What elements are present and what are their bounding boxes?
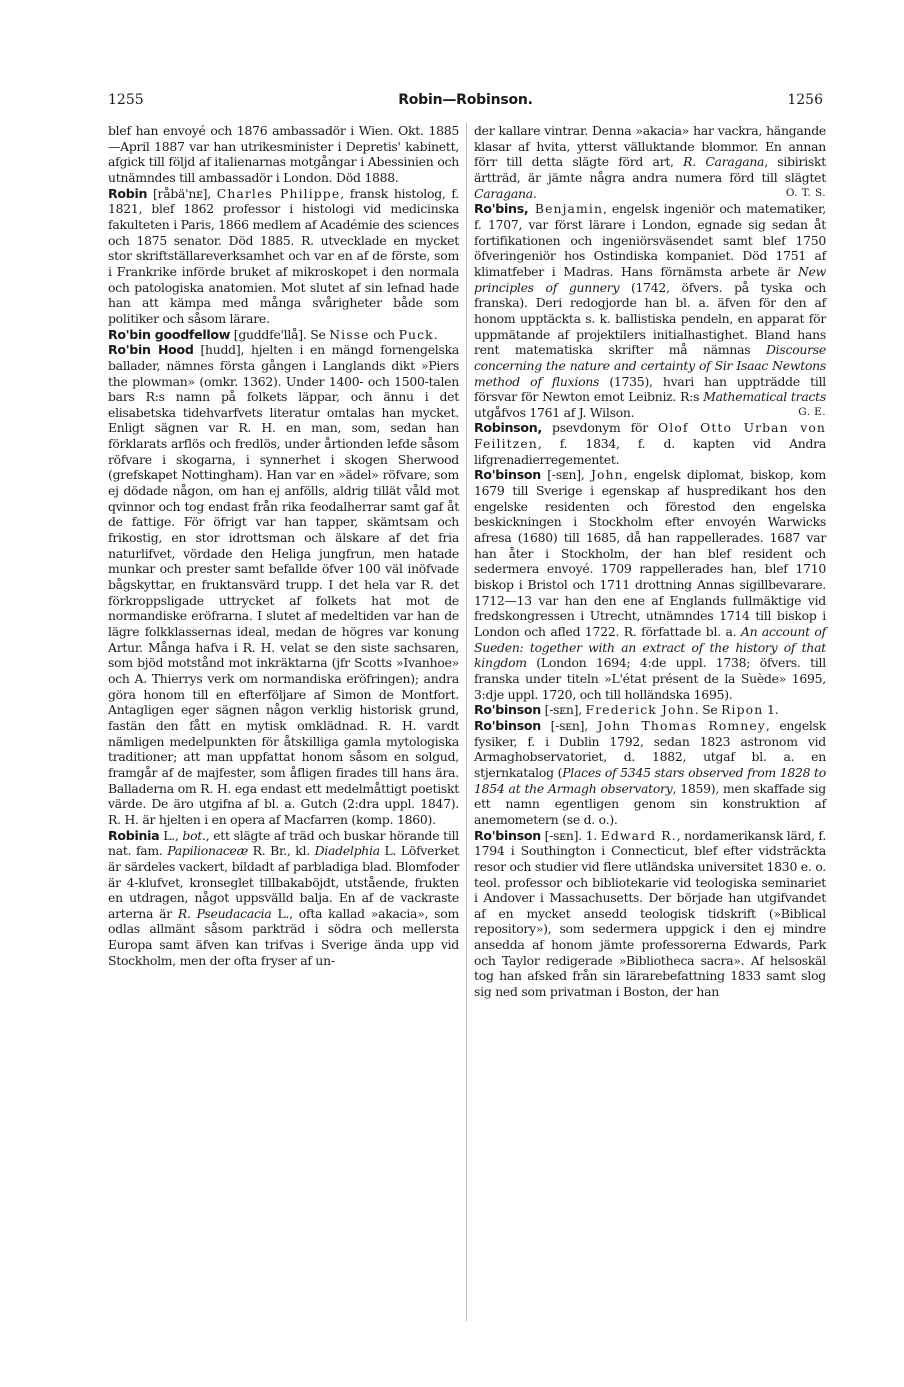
column-divider xyxy=(466,123,467,1321)
running-title: Robin—Robinson. xyxy=(398,92,533,108)
headword: Robinson, xyxy=(474,420,542,436)
headword: Ro'binson xyxy=(474,717,541,733)
headword: Ro'bin Hood xyxy=(108,342,194,358)
species-name: R. Pseudacacia xyxy=(177,905,272,921)
continuation-paragraph: blef han envoyé och 1876 ambassadör i Wien. Okt. 1885—April 1887 var han utrikesminister i Depretis' kabinett, afgick till följd af italienarnas motgångar i Abessinien och utnämndes till ambassadör i London. Död 1888. xyxy=(108,123,459,185)
person-name: John Thomas Romney xyxy=(597,717,766,733)
person-name: Benjamin xyxy=(528,201,604,217)
author-signature: O. T. S. xyxy=(785,186,826,199)
headword: Ro'bin goodfellow xyxy=(108,326,231,342)
right-column xyxy=(474,123,826,1000)
left-column xyxy=(108,123,459,968)
work-title: Mathematical tracts xyxy=(703,389,827,405)
work-title: Discourse concerning the nature and certainty of Sir Isaac Newtons method of fluxions xyxy=(474,342,826,389)
person-name: John xyxy=(590,467,624,483)
entry-robinson-pseudonym: Robinson, psevdonym för Olof Otto Urban von Feilitzen, f. 1834, f. d. kapten vid Andra lifgrenadierregementet. xyxy=(474,420,826,467)
headword: Ro'binson xyxy=(474,702,541,718)
entry-robinson-john: Ro'binson [-sᴇn], John, engelsk diplomat, biskop, kom 1679 till Sverige i egenskap af huspredikant hos den engelske residenten och förestod den engelska beskickningen i Stockholm efter envoyén Warwicks afresa (1680) till 1685, då han rappellerades. 1687 var han åter i Stockholm, der han blef resident och sedermera envoyé. 1709 rappellerades han, blef 1710 biskop i Bristol och 1711 drottning Annas sigillbevarare. 1712—13 var han den ene af Englands fullmäktige vid fredskongressen i Utrecht, utnämndes 1714 till biskop i London och afled 1722. R. författade bl. a. An account of Sueden: together with an extract of the history of that kingdom (London 1694; 4:de uppl. 1738; öfvers. till franska under titeln »L'état présent de la Suède» 1695, 3:dje uppl. 1720, och till holländska 1695). xyxy=(474,467,826,702)
family-name: Papilionaceæ xyxy=(167,843,248,859)
headword: Robinia xyxy=(108,827,160,843)
work-title: New principles of gunnery xyxy=(474,263,826,295)
headword: Robin xyxy=(108,185,148,201)
author-signature: G. E. xyxy=(798,405,826,418)
page-header xyxy=(108,92,823,112)
cross-reference: Puck xyxy=(398,326,434,342)
entry-robins-benjamin: Ro'bins, Benjamin, engelsk ingeniör och matematiker, f. 1707, var först lärare i London, egnade sig sedan åt fortifikationen och ingeniörsväsendet samt blef 1750 öfveringeniör hos Ostindiska kompaniet. Död 1751 af klimatfeber i Madras. Hans förnämsta arbete är New principles of gunnery (1742, öfvers. på tyska och franska). Deri redogjorde han bl. a. äfven för den af honom upptäckta s. k. ballistiska pendeln, en apparat för uppmätande af projektilers initialhastighet. Bland hans rent matematiska skrifter må nämnas Discourse concerning the nature and certainty of Sir Isaac Newtons method of fluxions (1735), hvari han uppträdde till försvar för Newton emot Leibniz. R:s Mathematical tracts utgåfvos 1761 af J. Wilson. G. E. xyxy=(474,201,827,420)
headword: Ro'bins, xyxy=(474,201,529,217)
entry-robin-goodfellow: Ro'bin goodfellow [guddfe'llå]. Se Nisse och Puck. xyxy=(108,326,438,342)
entry-robinson-john-thomas-romney: Ro'binson [-sᴇn], John Thomas Romney, engelsk fysiker, f. i Dublin 1792, sedan 1823 astronom vid Armaghobservatoriet, d. 1882, utgaf bl. a. en stjernkatalog (Places of 5345 stars observed from 1828 to 1854 at the Armagh observatory, 1859), men skaffade sig ett namn egentligen genom sin konstruktion af anemometern (se d. o.). xyxy=(474,717,826,827)
entry-robinson-edward: Ro'binson [-sᴇn]. 1. Edward R., nordamerikansk lärd, f. 1794 i Southington i Connecticut, blef efter vidsträckta resor och studier vid flere utländska universitet 1830 e. o. teol. professor och bibliotekarie vid teologiska seminariet i Andover i Massachusetts. Der började han utgifvandet af en mycket ansedd teologisk tidskrift (»Biblical repository»), som sedermera uppgick i den ej mindre ansedda af honom jämte professorerna Edwards, Park och Taylor redigerade »Bibliotheca sacra». Af helsoskäl tog han afsked från sin lärarebefattning 1833 samt slog sig ned som privatman i Boston, der han xyxy=(474,827,827,1000)
person-name: Olof Otto Urban von Feilitzen xyxy=(474,420,826,452)
person-name: Frederick John xyxy=(585,702,695,718)
headword: Ro'binson xyxy=(474,467,541,483)
genus-name: Caragana xyxy=(474,185,533,201)
page-number-right: 1256 xyxy=(787,92,823,108)
work-title: Places of 5345 stars observed from 1828 to 1854 at the Armagh observatory xyxy=(474,764,826,796)
person-name: Edward R. xyxy=(600,827,677,843)
page-number-left: 1255 xyxy=(108,92,144,108)
entry-robin-hood: Ro'bin Hood [hudd], hjelten i en mängd fornengelska ballader, nämnes första gången i Langlands dikt »Piers the plowman» (omkr. 1362). Under 1400- och 1500-talen bars R:s namn på folkets läppar, och ännu i det elisabetska tidehvarfvets literatur omtalas han mycket. Enligt sägnen var R. H. en man, som, sedan han förklarats arflös och fredlös, under årtionden lefde såsom röfvare i skogarna, i synnerhet i skogen Sherwood (grefskapet Nottingham). Han var en »ädel» röfvare, som ej dödade någon, om han ej anfölls, aldrig tillät våld mot qvinnor och tog endast från rika feodalherrar samt gaf åt de fattige. För öfrigt var han tapper, skämtsam och frikostig, en stor idrottsman och älskare af det fria naturlifvet, vördade den Heliga jungfrun, men hatade munkar och prester samt befallde öfver 100 väl inöfvade bågskyttar, en fruktansvärd trupp. I det hela var R. det förkroppsligade uttrycket af folkets hat mot de normandiske eröfrarna. I slutet af medeltiden var han de lägre folkklassernas ideal, medan de högres var konung Artur. Många hafva i R. H. velat se den siste sachsaren, som bjöd motstånd mot inkräktarna (jfr Scotts »Ivanhoe» och A. Thierrys verk om normandiska eröfringen); andra göra honom till en efterföljare af Simon de Montfort. Antagligen eger sägnen någon verklig historisk grund, fastän den fått en mytisk omklädnad. R. H. vardt nämligen medelpunkten för åtskilliga gamla mytologiska traditioner; att man uppfattat honom såsom en solgud, framgår af de majfester, som åfligen firades till hans ära. Balladerna om R. H. ega endast ett medelmåttigt poetiskt värde. De äro utgifna af bl. a. Gutch (2:dra uppl. 1847). R. H. är hjelten i en opera af Macfarren (komp. 1860). xyxy=(108,342,459,827)
continuation-paragraph: der kallare vintrar. Denna »akacia» har vackra, hängande klasar af hvita, ytterst välluktande blommor. En annan förr till detta slägte förd art, R. Caragana, sibiriskt ärtträd, är jämte några andra numera förd till slägtet Caragana. O. T. S. xyxy=(474,123,826,201)
work-title: An account of Sueden: together with an extract of the history of that kingdom xyxy=(474,624,826,671)
headword: Ro'binson xyxy=(474,827,541,843)
person-name: Charles Philippe xyxy=(216,185,341,201)
entry-robinson-frederick-john: Ro'binson [-sᴇn], Frederick John. Se Ripon 1. xyxy=(474,702,779,718)
species-name: R. Caragana xyxy=(683,154,765,170)
class-name: Diadelphia xyxy=(314,843,380,859)
cross-reference: Nisse xyxy=(329,326,370,342)
entry-robinia: Robinia L., bot., ett slägte af träd och buskar hörande till nat. fam. Papilionaceæ R. Br., kl. Diadelphia L. Löfverket är särdeles vackert, bildadt af parbladiga blad. Blomfoder är 4-klufvet, kronseglet tillbakaböjdt, utstående, frukten en utdragen, något uppsvälld balja. En af de vackraste arterna är R. Pseudacacia L., ofta kallad »akacia», som odlas allmänt såsom parkträd i södra och mellersta Europa samt äfven kan trifvas i Sverige ända upp vid Stockholm, men der ofta fryser af un- xyxy=(108,827,460,968)
cross-reference: Ripon xyxy=(721,702,764,718)
entry-robin-charles-philippe: Robin [råbä'nᴇ], Charles Philippe, fransk histolog, f. 1821, blef 1862 professor i histologi vid medicinska fakulteten i Paris, 1866 medlem af Académie des sciences och 1875 senator. Död 1885. R. utvecklade en mycket stor skriftställareverksamhet och var en af de förste, som i Frankrike införde bruket af mikroskopet i den normala och patologiska anatomien. Mot slutet af sin lefnad hade han att kämpa med många svårigheter både som politiker och såsom lärare. xyxy=(108,185,459,326)
